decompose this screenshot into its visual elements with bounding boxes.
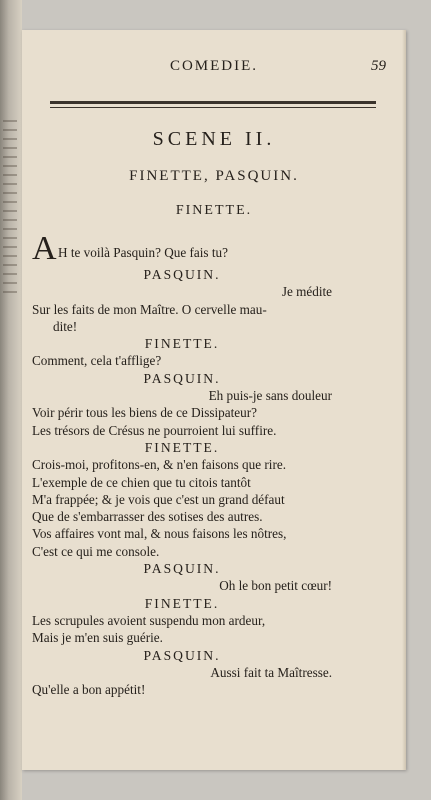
dialogue-line: Eh puis-je sans douleur [208, 388, 332, 404]
speaker-name: FINETTE. [175, 203, 253, 218]
dialogue-line: Oh le bon petit cœur! [219, 578, 332, 594]
dialogue-line: Crois-moi, profitons-en, & n'en faisons que rire. [32, 457, 286, 473]
adjacent-page-edge [0, 0, 22, 800]
scene-characters: FINETTE, PASQUIN. [129, 168, 299, 184]
dialogue-line: Sur les faits de mon Maître. O cervelle mau- [32, 301, 267, 317]
book-page [22, 30, 406, 770]
page-header [22, 58, 406, 80]
dialogue-line: Je médite [281, 284, 332, 300]
speaker-name: PASQUIN. [143, 561, 221, 577]
dialogue-line: Voir périr tous les biens de ce Dissipateur? [32, 405, 257, 421]
header-rule-thin [50, 107, 376, 108]
page-number: 59 [371, 58, 386, 74]
dialogue-text [32, 230, 332, 698]
dialogue-line: dite! [53, 318, 78, 334]
speaker-name: PASQUIN. [143, 647, 221, 663]
scene-title: SCENE II. [152, 128, 276, 150]
speaker-name: PASQUIN. [143, 267, 221, 282]
speaker-name: FINETTE. [144, 595, 220, 611]
adjacent-page-text-fragment [3, 120, 17, 300]
dialogue-line: L'exemple de ce chien que tu citois tantôt [32, 474, 251, 490]
dialogue-line: Vos affaires vont mal, & nous faisons les nôtres, [32, 526, 287, 542]
dialogue-line: Comment, cela t'afflige? [32, 353, 162, 369]
dialogue-line: Les trésors de Crésus ne pourroient lui suffire. [32, 422, 277, 438]
dialogue-line [32, 230, 332, 267]
dialogue-line: Mais je m'en suis guérie. [32, 630, 163, 646]
drop-cap: A [32, 230, 57, 267]
speaker-name: PASQUIN. [143, 370, 221, 386]
dialogue-line: Les scrupules avoient suspendu mon ardeur, [32, 612, 266, 628]
dialogue-line: M'a frappée; & je vois que c'est un grand défaut [32, 491, 285, 507]
dialogue-line: Aussi fait ta Maîtresse. [210, 664, 332, 680]
speaker-name: FINETTE. [144, 336, 220, 352]
dialogue-line: Qu'elle a bon appétit! [32, 682, 146, 698]
dialogue-line: Que de s'embarrasser des sotises des autres. [32, 509, 263, 525]
dialogue-line-text: H te voilà Pasquin? Que fais tu? [58, 245, 228, 260]
running-head: COMEDIE. [169, 58, 259, 74]
dialogue-line: C'est ce qui me console. [32, 543, 160, 559]
header-rule-thick [50, 101, 376, 104]
speaker-name: FINETTE. [144, 439, 220, 455]
